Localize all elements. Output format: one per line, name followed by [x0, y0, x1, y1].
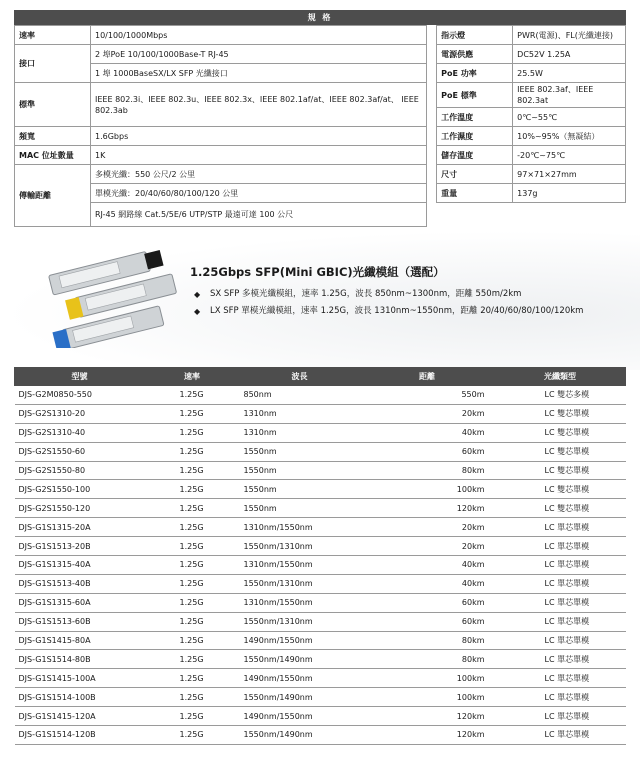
work-temp-label: 工作溫度 — [437, 108, 513, 127]
rate-cell: 1.25G — [145, 386, 240, 405]
rate-cell: 1.25G — [145, 593, 240, 612]
fiber-type-cell: LC 單芯單模 — [495, 688, 626, 707]
wavelength-cell: 1550nm/1490nm — [240, 726, 360, 745]
distance-cell: 40km — [360, 556, 495, 575]
distance-cell: 60km — [360, 442, 495, 461]
table-row — [15, 386, 626, 405]
model-section — [14, 367, 626, 745]
distance-cell: 60km — [360, 593, 495, 612]
distance-cell: 120km — [360, 499, 495, 518]
table-row — [15, 669, 626, 688]
rate-cell: 1.25G — [145, 726, 240, 745]
port-value-2: 1 埠 1000BaseSX/LX SFP 光纖接口 — [91, 64, 427, 83]
rate-cell: 1.25G — [145, 499, 240, 518]
fiber-type-cell: LC 雙芯單模 — [495, 442, 626, 461]
fiber-type-cell: LC 單芯單模 — [495, 574, 626, 593]
standard-value: IEEE 802.3i、IEEE 802.3u、IEEE 802.3x、IEEE 802.1af/at、IEEE 802.3af/at、 IEEE 802.3ab — [91, 83, 427, 127]
wavelength-cell: 1550nm/1310nm — [240, 537, 360, 556]
table-row — [15, 556, 626, 575]
rate-cell: 1.25G — [145, 707, 240, 726]
port-label: 接口 — [15, 45, 91, 83]
model-cell: DJS-G2S1550-100 — [15, 480, 145, 499]
rate-cell: 1.25G — [145, 423, 240, 442]
work-temp-value: 0℃~55℃ — [513, 108, 626, 127]
distance-cell: 120km — [360, 726, 495, 745]
distance-value-1: 多模光纖：550 公尺/2 公里 — [91, 165, 427, 184]
distance-cell: 550m — [360, 386, 495, 405]
model-cell: DJS-G1S1513-60B — [15, 612, 145, 631]
fiber-type-cell: LC 雙芯單模 — [495, 480, 626, 499]
weight-label: 重量 — [437, 184, 513, 203]
port-value-1: 2 埠PoE 10/100/1000Base-T RJ-45 — [91, 45, 427, 64]
model-cell: DJS-G1S1513-20B — [15, 537, 145, 556]
distance-cell: 100km — [360, 480, 495, 499]
rate-cell: 1.25G — [145, 612, 240, 631]
wavelength-cell: 1310nm/1550nm — [240, 556, 360, 575]
indicator-value: PWR(電源)、FL(光纖連接) — [513, 26, 626, 45]
table-row — [15, 707, 626, 726]
model-cell: DJS-G2M0850-550 — [15, 386, 145, 405]
model-cell: DJS-G1S1514-120B — [15, 726, 145, 745]
table-row — [15, 574, 626, 593]
table-row — [15, 404, 626, 423]
fiber-type-cell: LC 單芯單模 — [495, 707, 626, 726]
distance-cell: 120km — [360, 707, 495, 726]
header-wavelength: 波長 — [240, 368, 360, 386]
header-distance: 距離 — [360, 368, 495, 386]
model-cell: DJS-G1S1415-120A — [15, 707, 145, 726]
model-cell: DJS-G2S1310-40 — [15, 423, 145, 442]
distance-cell: 100km — [360, 669, 495, 688]
rate-cell: 1.25G — [145, 404, 240, 423]
wavelength-cell: 850nm — [240, 386, 360, 405]
rate-cell: 1.25G — [145, 461, 240, 480]
product-section — [14, 240, 626, 360]
table-row — [15, 593, 626, 612]
fiber-type-cell: LC 單芯單模 — [495, 518, 626, 537]
fiber-type-cell: LC 雙芯單模 — [495, 461, 626, 480]
rate-cell: 1.25G — [145, 650, 240, 669]
rate-cell: 1.25G — [145, 518, 240, 537]
fiber-type-cell: LC 雙芯多模 — [495, 386, 626, 405]
distance-cell: 80km — [360, 461, 495, 480]
model-cell: DJS-G2S1310-20 — [15, 404, 145, 423]
distance-label: 傳輸距離 — [15, 165, 91, 227]
spec-table — [14, 25, 626, 227]
wavelength-cell: 1550nm — [240, 442, 360, 461]
wavelength-cell: 1550nm/1310nm — [240, 574, 360, 593]
mac-value: 1K — [91, 146, 427, 165]
mac-label: MAC 位址數量 — [15, 146, 91, 165]
distance-cell: 40km — [360, 423, 495, 442]
speed-label: 速率 — [15, 26, 91, 45]
product-bullets — [190, 286, 620, 320]
model-cell: DJS-G1S1315-60A — [15, 593, 145, 612]
distance-value-2: 單模光纖：20/40/60/80/100/120 公里 — [91, 184, 427, 203]
header-rate: 速率 — [145, 368, 240, 386]
table-row — [15, 612, 626, 631]
model-table — [14, 367, 626, 745]
header-fiber-type: 光纖類型 — [495, 368, 626, 386]
wavelength-cell: 1490nm/1550nm — [240, 631, 360, 650]
distance-cell: 20km — [360, 518, 495, 537]
model-cell: DJS-G2S1550-60 — [15, 442, 145, 461]
size-label: 尺寸 — [437, 165, 513, 184]
bullet-item: ◆ SX SFP 多模光纖模組，速率 1.25G，波長 850nm~1300nm，距離 550m/2km — [190, 286, 620, 303]
rate-cell: 1.25G — [145, 669, 240, 688]
rate-cell: 1.25G — [145, 688, 240, 707]
spec-section — [14, 10, 626, 227]
fiber-type-cell: LC 雙芯單模 — [495, 423, 626, 442]
wavelength-cell: 1550nm/1310nm — [240, 612, 360, 631]
fiber-type-cell: LC 單芯單模 — [495, 726, 626, 745]
distance-cell: 40km — [360, 574, 495, 593]
wavelength-cell: 1490nm/1550nm — [240, 669, 360, 688]
model-cell: DJS-G1S1514-80B — [15, 650, 145, 669]
model-cell: DJS-G1S1315-20A — [15, 518, 145, 537]
standard-label: 標準 — [15, 83, 91, 127]
poe-std-label: PoE 標準 — [437, 83, 513, 108]
wavelength-cell: 1550nm — [240, 499, 360, 518]
table-row — [15, 461, 626, 480]
rate-cell: 1.25G — [145, 537, 240, 556]
model-cell: DJS-G1S1315-40A — [15, 556, 145, 575]
poe-std-value: IEEE 802.3af、IEEE 802.3at — [513, 83, 626, 108]
wavelength-cell: 1550nm/1490nm — [240, 688, 360, 707]
humidity-value: 10%~95%（無凝結） — [513, 127, 626, 146]
size-value: 97×71×27mm — [513, 165, 626, 184]
poe-label: PoE 功率 — [437, 64, 513, 83]
product-title: 1.25Gbps SFP(Mini GBIC)光纖模組（選配） — [190, 265, 445, 279]
distance-cell: 100km — [360, 688, 495, 707]
fiber-type-cell: LC 單芯單模 — [495, 593, 626, 612]
fiber-type-cell: LC 單芯單模 — [495, 556, 626, 575]
power-value: DC52V 1.25A — [513, 45, 626, 64]
wavelength-cell: 1550nm — [240, 480, 360, 499]
wavelength-cell: 1310nm/1550nm — [240, 518, 360, 537]
wavelength-cell: 1310nm — [240, 423, 360, 442]
diamond-bullet-icon: ◆ — [194, 290, 201, 299]
rate-cell: 1.25G — [145, 480, 240, 499]
distance-cell: 20km — [360, 537, 495, 556]
table-row — [15, 650, 626, 669]
model-cell: DJS-G1S1415-100A — [15, 669, 145, 688]
bullet-item: ◆ LX SFP 單模光纖模組，速率 1.25G，波長 1310nm~1550nm，距離 20/40/60/80/100/120km — [190, 303, 620, 320]
rate-cell: 1.25G — [145, 442, 240, 461]
fiber-type-cell: LC 單芯單模 — [495, 669, 626, 688]
table-row — [15, 537, 626, 556]
sfp-module-icon — [46, 248, 186, 348]
poe-value: 25.5W — [513, 64, 626, 83]
fiber-type-cell: LC 單芯單模 — [495, 631, 626, 650]
speed-value: 10/100/1000Mbps — [91, 26, 427, 45]
wavelength-cell: 1310nm — [240, 404, 360, 423]
distance-value-3: RJ-45 網路線 Cat.5/5E/6 UTP/STP 最遠可達 100 公尺 — [91, 203, 427, 227]
table-row — [15, 726, 626, 745]
fiber-type-cell: LC 單芯單模 — [495, 650, 626, 669]
model-cell: DJS-G2S1550-80 — [15, 461, 145, 480]
model-cell: DJS-G1S1415-80A — [15, 631, 145, 650]
model-cell: DJS-G2S1550-120 — [15, 499, 145, 518]
wavelength-cell: 1550nm — [240, 461, 360, 480]
fiber-type-cell: LC 單芯單模 — [495, 537, 626, 556]
table-row — [15, 688, 626, 707]
wavelength-cell: 1490nm/1550nm — [240, 707, 360, 726]
model-cell: DJS-G1S1513-40B — [15, 574, 145, 593]
weight-value: 137g — [513, 184, 626, 203]
distance-cell: 80km — [360, 631, 495, 650]
table-row — [15, 442, 626, 461]
spec-title: 規 格 — [14, 10, 626, 25]
header-model: 型號 — [15, 368, 145, 386]
fiber-type-cell: LC 雙芯單模 — [495, 404, 626, 423]
wavelength-cell: 1310nm/1550nm — [240, 593, 360, 612]
rate-cell: 1.25G — [145, 631, 240, 650]
humidity-label: 工作濕度 — [437, 127, 513, 146]
table-row — [15, 499, 626, 518]
bandwidth-value: 1.6Gbps — [91, 127, 427, 146]
indicator-label: 指示燈 — [437, 26, 513, 45]
diamond-bullet-icon: ◆ — [194, 307, 201, 316]
rate-cell: 1.25G — [145, 556, 240, 575]
fiber-type-cell: LC 雙芯單模 — [495, 499, 626, 518]
bandwidth-label: 頻寬 — [15, 127, 91, 146]
table-row — [15, 631, 626, 650]
distance-cell: 80km — [360, 650, 495, 669]
rate-cell: 1.25G — [145, 574, 240, 593]
model-cell: DJS-G1S1514-100B — [15, 688, 145, 707]
distance-cell: 60km — [360, 612, 495, 631]
table-row — [15, 480, 626, 499]
storage-label: 儲存溫度 — [437, 146, 513, 165]
fiber-type-cell: LC 單芯單模 — [495, 612, 626, 631]
table-row — [15, 423, 626, 442]
distance-cell: 20km — [360, 404, 495, 423]
wavelength-cell: 1550nm/1490nm — [240, 650, 360, 669]
storage-value: -20℃~75℃ — [513, 146, 626, 165]
power-label: 電源供應 — [437, 45, 513, 64]
table-row — [15, 518, 626, 537]
